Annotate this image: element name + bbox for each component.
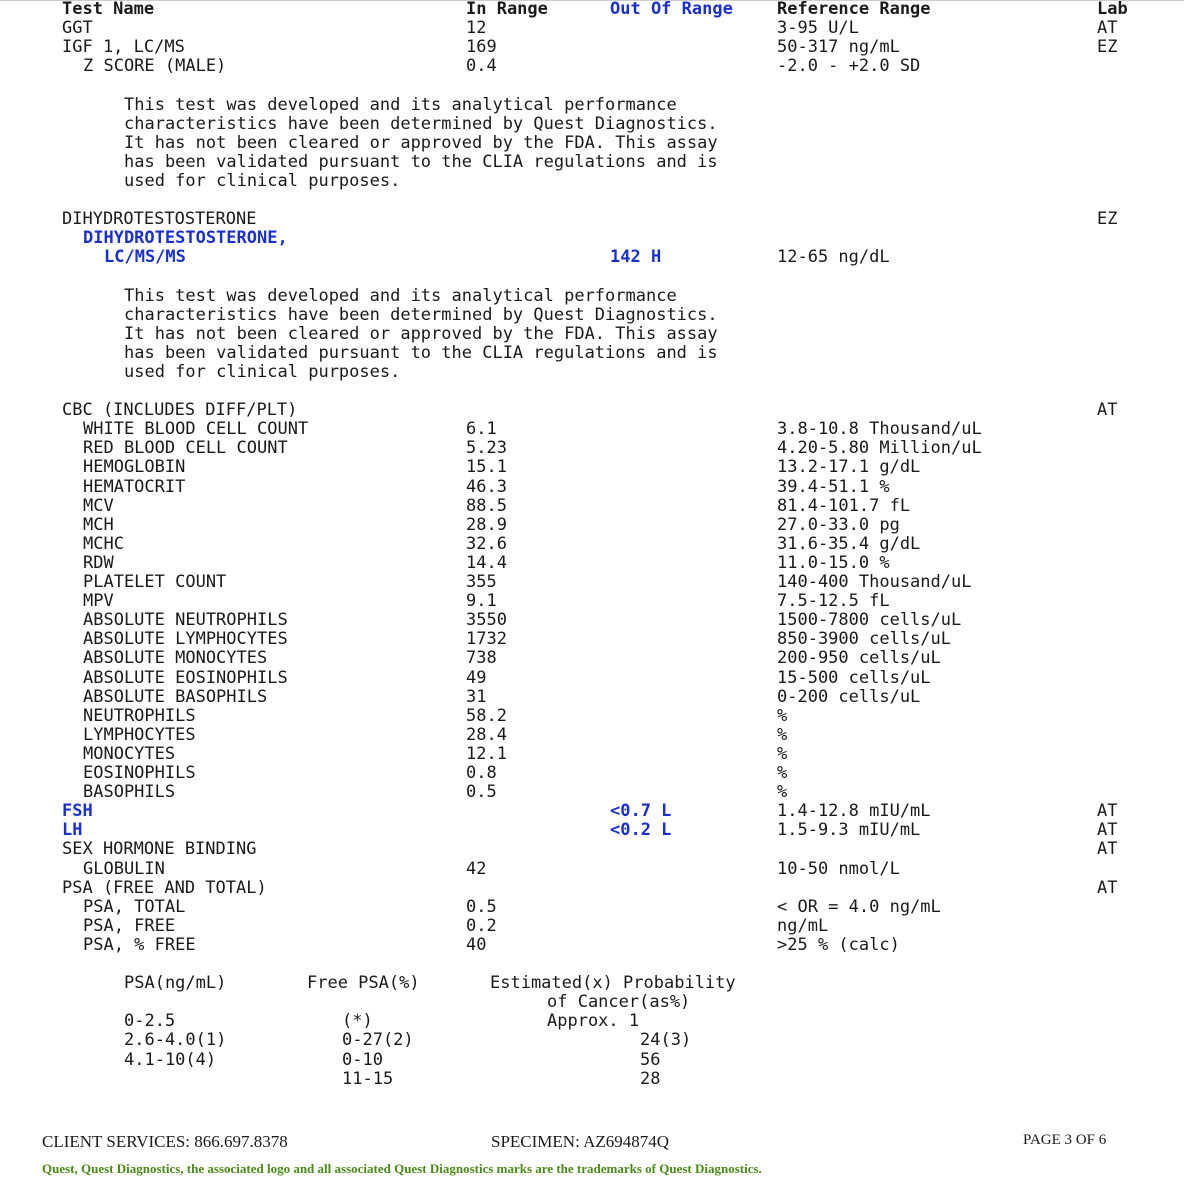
reference-range: 27.0-33.0 pg: [777, 515, 900, 535]
note-text: It has not been cleared or approved by the FDA. This assay: [124, 324, 718, 344]
reference-range: 4.20-5.80 Million/uL: [777, 438, 982, 458]
psa-table-header: [0, 974, 1184, 993]
in-range-value: 14.4: [466, 553, 507, 573]
trademark-notice: Quest, Quest Diagnostics, the associated logo and all associated Quest Diagnostics marks are the trademarks of Quest Diagnostics.: [42, 1161, 762, 1176]
note-text: used for clinical purposes.: [124, 171, 401, 191]
reference-range: >25 % (calc): [777, 935, 900, 955]
psa-table-row: [0, 1051, 1184, 1070]
note-text: has been validated pursuant to the CLIA regulations and is: [124, 152, 718, 172]
reference-range: %: [777, 706, 788, 726]
reference-range: 140-400 Thousand/uL: [777, 572, 972, 592]
in-range-value: 9.1: [466, 591, 497, 611]
probability-value: 56: [640, 1050, 661, 1070]
in-range-value: 169: [466, 37, 497, 57]
reference-range: %: [777, 744, 788, 764]
free-psa-range: 0-27(2): [342, 1030, 414, 1050]
group-name: CBC (INCLUDES DIFF/PLT): [62, 400, 298, 420]
reference-range: %: [777, 782, 788, 802]
reference-range: 1.5-9.3 mIU/mL: [777, 820, 921, 840]
test-name: DIHYDROTESTOSTERONE,: [83, 228, 288, 248]
test-name: LYMPHOCYTES: [83, 725, 196, 745]
test-name: ABSOLUTE NEUTROPHILS: [83, 610, 288, 630]
probability-value: 28: [640, 1069, 661, 1089]
in-range-value: 49: [466, 668, 487, 688]
note-text: characteristics have been determined by Quest Diagnostics.: [124, 114, 718, 134]
specimen-id: SPECIMEN: AZ694874Q: [491, 1132, 670, 1151]
reference-range: 3.8-10.8 Thousand/uL: [777, 419, 982, 439]
free-psa-col-header: Free PSA(%): [307, 973, 420, 993]
free-psa-range: 11-15: [342, 1069, 394, 1089]
in-range-value: 5.23: [466, 438, 507, 458]
test-name: MCV: [83, 496, 114, 516]
result-row-flagged: [0, 821, 1184, 840]
psa-col-header: PSA(ng/mL): [124, 973, 227, 993]
in-range-value: 3550: [466, 610, 507, 630]
reference-range: < OR = 4.0 ng/mL: [777, 897, 941, 917]
group-name: PSA (FREE AND TOTAL): [62, 878, 267, 898]
reference-range: 7.5-12.5 fL: [777, 591, 890, 611]
out-of-range-value: 142 H: [610, 247, 662, 267]
test-name: IGF 1, LC/MS: [62, 37, 185, 57]
test-name: ABSOLUTE LYMPHOCYTES: [83, 629, 288, 649]
psa-table-row: [0, 1070, 1184, 1089]
test-name: MPV: [83, 591, 114, 611]
note-text: It has not been cleared or approved by the FDA. This assay: [124, 133, 718, 153]
reference-range: 3-95 U/L: [777, 18, 859, 38]
psa-table-header: [0, 993, 1184, 1012]
test-name: PSA, % FREE: [83, 935, 196, 955]
result-row: [0, 439, 1184, 458]
test-name: MCH: [83, 515, 114, 535]
result-row: [0, 38, 1184, 57]
test-name: GGT: [62, 18, 93, 38]
result-row: [0, 745, 1184, 764]
method-note-line: [0, 363, 1184, 382]
reference-range: 31.6-35.4 g/dL: [777, 534, 921, 554]
in-range-value: 0.8: [466, 763, 497, 783]
group-row: [0, 401, 1184, 420]
in-range-value: 40: [466, 935, 487, 955]
reference-range: 15-500 cells/uL: [777, 668, 931, 688]
method-note-line: [0, 172, 1184, 191]
in-range-value: 12.1: [466, 744, 507, 764]
in-range-value: 738: [466, 648, 497, 668]
in-range-value: 31: [466, 687, 487, 707]
result-row: [0, 649, 1184, 668]
result-row-flagged: [0, 802, 1184, 821]
reference-range: 12-65 ng/dL: [777, 247, 890, 267]
column-headers: [0, 0, 1184, 19]
note-text: used for clinical purposes.: [124, 362, 401, 382]
reference-range: %: [777, 725, 788, 745]
test-name: HEMATOCRIT: [83, 477, 186, 497]
test-name: NEUTROPHILS: [83, 706, 196, 726]
lab-code: AT: [1097, 878, 1118, 898]
reference-range: -2.0 - +2.0 SD: [777, 56, 921, 76]
method-note-line: [0, 153, 1184, 172]
test-name: BASOPHILS: [83, 782, 176, 802]
in-range-value: 28.9: [466, 515, 507, 535]
in-range-value: 15.1: [466, 457, 507, 477]
reference-range: 850-3900 cells/uL: [777, 629, 951, 649]
result-row: [0, 19, 1184, 38]
reference-range: 200-950 cells/uL: [777, 648, 941, 668]
result-row: [0, 669, 1184, 688]
in-range-value: 42: [466, 859, 487, 879]
in-range-value: 58.2: [466, 706, 507, 726]
free-psa-range: 0-10: [342, 1050, 383, 1070]
probability-col-header: Estimated(x) Probability: [490, 973, 736, 993]
test-name: FSH: [62, 801, 93, 821]
in-range-value: 28.4: [466, 725, 507, 745]
header-out-of-range: Out Of Range: [610, 0, 733, 19]
probability-value: 24(3): [640, 1030, 692, 1050]
in-range-value: 0.5: [466, 897, 497, 917]
header-in-range: In Range: [466, 0, 548, 19]
in-range-value: 46.3: [466, 477, 507, 497]
method-note-line: [0, 344, 1184, 363]
reference-range: 39.4-51.1 %: [777, 477, 890, 497]
reference-range: 10-50 nmol/L: [777, 859, 900, 879]
psa-range: 0-2.5: [124, 1011, 176, 1031]
header-lab: Lab: [1097, 0, 1128, 19]
test-name: MCHC: [83, 534, 124, 554]
probability-col-header: of Cancer(as%): [547, 992, 691, 1012]
test-name: Z SCORE (MALE): [83, 56, 227, 76]
in-range-value: 355: [466, 572, 497, 592]
result-row: [0, 898, 1184, 917]
result-row: [0, 554, 1184, 573]
result-row: [0, 726, 1184, 745]
test-name: GLOBULIN: [83, 859, 165, 879]
result-row: [0, 516, 1184, 535]
header-reference-range: Reference Range: [777, 0, 931, 19]
result-row: [0, 707, 1184, 726]
lab-code: EZ: [1097, 37, 1118, 57]
test-name: HEMOGLOBIN: [83, 457, 186, 477]
test-name: ABSOLUTE EOSINOPHILS: [83, 668, 288, 688]
note-text: characteristics have been determined by Quest Diagnostics.: [124, 305, 718, 325]
group-row: [0, 840, 1184, 859]
reference-range: %: [777, 763, 788, 783]
result-row: [0, 497, 1184, 516]
lab-code: AT: [1097, 400, 1118, 420]
test-name: MONOCYTES: [83, 744, 176, 764]
reference-range: 13.2-17.1 g/dL: [777, 457, 921, 477]
result-row: [0, 611, 1184, 630]
in-range-value: 32.6: [466, 534, 507, 554]
test-name: SEX HORMONE BINDING: [62, 839, 257, 859]
reference-range: ng/mL: [777, 916, 829, 936]
result-row: [0, 917, 1184, 936]
result-row: [0, 936, 1184, 955]
method-note-line: [0, 134, 1184, 153]
result-row: [0, 458, 1184, 477]
test-name: LH: [62, 820, 83, 840]
in-range-value: 6.1: [466, 419, 497, 439]
free-psa-range: (*): [342, 1011, 373, 1031]
group-name: DIHYDROTESTOSTERONE: [62, 209, 257, 229]
in-range-value: 12: [466, 18, 487, 38]
result-row: [0, 592, 1184, 611]
note-text: This test was developed and its analytical performance: [124, 95, 677, 115]
page-number: PAGE 3 OF 6: [1023, 1132, 1107, 1148]
in-range-value: 1732: [466, 629, 507, 649]
out-of-range-value: <0.7 L: [610, 801, 672, 821]
in-range-value: 0.5: [466, 782, 497, 802]
group-row: [0, 210, 1184, 229]
in-range-value: 88.5: [466, 496, 507, 516]
test-name: EOSINOPHILS: [83, 763, 196, 783]
reference-range: 11.0-15.0 %: [777, 553, 890, 573]
note-text: This test was developed and its analytical performance: [124, 286, 677, 306]
method-note-line: [0, 96, 1184, 115]
in-range-value: 0.2: [466, 916, 497, 936]
result-row: [0, 57, 1184, 76]
result-row: [0, 688, 1184, 707]
reference-range: 1.4-12.8 mIU/mL: [777, 801, 931, 821]
result-row-flagged: [0, 248, 1184, 267]
test-name: LC/MS/MS: [104, 247, 186, 267]
psa-table-row: [0, 1031, 1184, 1050]
method-note-line: [0, 115, 1184, 134]
test-name: ABSOLUTE MONOCYTES: [83, 648, 268, 668]
result-row: [0, 764, 1184, 783]
header-test-name: Test Name: [62, 0, 155, 19]
test-name: PSA, FREE: [83, 916, 176, 936]
test-name: WHITE BLOOD CELL COUNT: [83, 419, 309, 439]
out-of-range-value: <0.2 L: [610, 820, 672, 840]
lab-code: AT: [1097, 839, 1118, 859]
reference-range: 1500-7800 cells/uL: [777, 610, 962, 630]
result-row: [0, 478, 1184, 497]
psa-range: 4.1-10(4): [124, 1050, 217, 1070]
result-row: [0, 783, 1184, 802]
result-row: [0, 860, 1184, 879]
probability-value: Approx. 1: [547, 1011, 640, 1031]
result-row: [0, 420, 1184, 439]
method-note-line: [0, 325, 1184, 344]
test-name: PSA, TOTAL: [83, 897, 186, 917]
test-name: RED BLOOD CELL COUNT: [83, 438, 288, 458]
lab-code: AT: [1097, 18, 1118, 38]
test-name: ABSOLUTE BASOPHILS: [83, 687, 268, 707]
result-row-flagged: [0, 229, 1184, 248]
result-row: [0, 535, 1184, 554]
method-note-line: [0, 287, 1184, 306]
result-row: [0, 573, 1184, 592]
reference-range: 0-200 cells/uL: [777, 687, 921, 707]
method-note-line: [0, 306, 1184, 325]
lab-code: AT: [1097, 820, 1118, 840]
lab-code: AT: [1097, 801, 1118, 821]
test-name: PLATELET COUNT: [83, 572, 227, 592]
result-row: [0, 630, 1184, 649]
in-range-value: 0.4: [466, 56, 497, 76]
client-services: CLIENT SERVICES: 866.697.8378: [42, 1132, 288, 1151]
psa-range: 2.6-4.0(1): [124, 1030, 227, 1050]
reference-range: 50-317 ng/mL: [777, 37, 900, 57]
note-text: has been validated pursuant to the CLIA regulations and is: [124, 343, 718, 363]
lab-code: EZ: [1097, 209, 1118, 229]
reference-range: 81.4-101.7 fL: [777, 496, 911, 516]
psa-table-row: [0, 1012, 1184, 1031]
test-name: RDW: [83, 553, 114, 573]
group-row: [0, 879, 1184, 898]
